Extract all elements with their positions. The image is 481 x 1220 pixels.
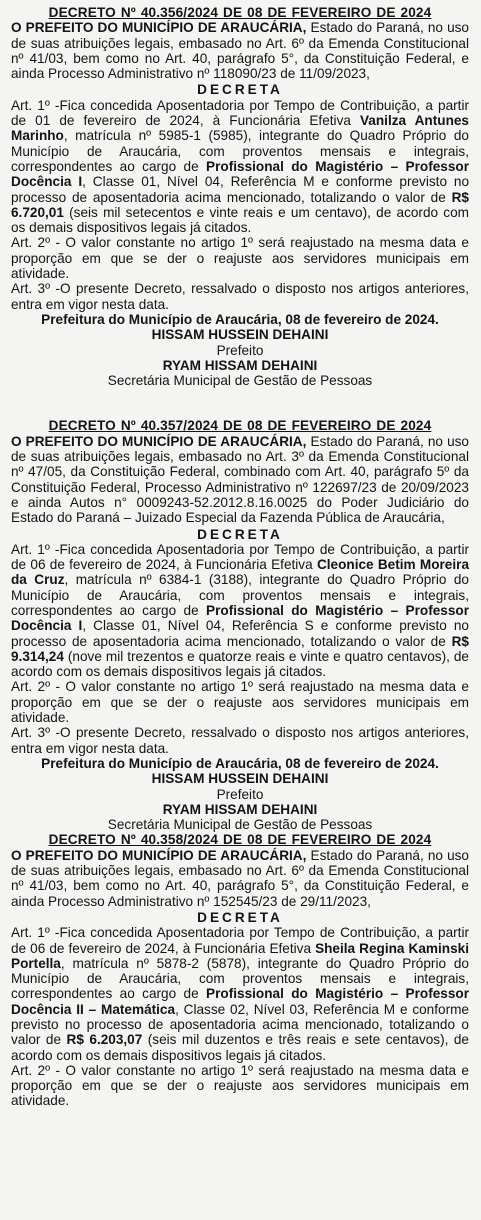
preamble-authority: O PREFEITO DO MUNICÍPIO DE ARAUCÁRIA,	[11, 847, 307, 863]
decree-verb: DECRETA	[197, 909, 283, 925]
signer-role-mayor: Prefeito	[216, 786, 264, 802]
place-and-date: Prefeitura do Município de Araucária, 08 de fevereiro de 2024.	[41, 311, 439, 327]
signer-role-mayor: Prefeito	[216, 342, 264, 358]
decree-verb: DECRETA	[197, 526, 283, 542]
employee-position: Profissional do Magistério – Professor Docência I	[11, 602, 469, 634]
signer-role-secretary: Secretária Municipal de Gestão de Pessoas	[107, 373, 373, 389]
article-1-text: (seis mil duzentos e três reais e sete centavos), de acordo com os demais dispositivos legais já citados.	[11, 1032, 469, 1063]
preamble-text: Estado do Paraná, no uso de suas atribuições legais, embasado no Art. 3º da Emenda Constitucional nº 47/05, da Constituição Federal, combinado com Art. 40, parágrafo 5º da Constituição Federal, Processo Administrativo nº 122697/23 de 20/09/2023 e ainda Autos n° 0009243-52.2012.8.16.0025 do Poder Judiciário do Estado do Paraná – Juizado Especial da Fazenda Pública de Araucária,	[11, 433, 469, 526]
article-1-text: , matrícula nº 5878-2 (5878), integrante do Quadro Próprio do Município de Araucária, com proventos mensais e integrais, correspondentes ao cargo de	[11, 955, 469, 1002]
decree-preamble	[11, 848, 469, 909]
article-1	[11, 925, 469, 1063]
article-2: Art. 2º - O valor constante no artigo 1º será reajustado na mesma data e proporção em que se der o reajuste aos servidores municipais em atividade.	[11, 679, 469, 726]
preamble-text: Estado do Paraná, no uso de suas atribuições legais, embasado no Art. 6º da Emenda Constitucional nº 41/03, bem como no Art. 40, parágrafo 5°, da Constituição Federal, e ainda Processo Administrativo nº 152545/23 de 29/11/2023,	[11, 847, 469, 909]
article-1-text: , Classe 01, Nível 04, Referência M e conforme previsto no processo de aposentadoria acima mencionado, totalizando o valor de	[11, 174, 469, 205]
signer-role-secretary: Secretária Municipal de Gestão de Pessoas	[107, 817, 373, 833]
pension-amount: R$ 9.314,24	[11, 633, 469, 664]
signer-name-secretary: RYAM HISSAM DEHAINI	[162, 801, 318, 817]
decree-preamble	[11, 434, 469, 526]
decree-title: DECRETO Nº 40.357/2024 DE 08 DE FEVEREIRO DE 2024	[48, 418, 432, 434]
article-1-text: , matrícula nº 6384-1 (3188), integrante do Quadro Próprio do Município de Araucária, com proventos mensais e integrais, correspondentes ao cargo de	[11, 572, 469, 618]
article-3: Art. 3º -O presente Decreto, ressalvado o disposto nos artigos anteriores, entra em vigor nesta data.	[11, 725, 469, 756]
article-1	[11, 98, 469, 236]
decree-40356	[11, 5, 469, 388]
employee-name: Sheila Regina Kaminski Portella	[11, 940, 469, 971]
article-2: Art. 2º - O valor constante no artigo 1º será reajustado na mesma data e proporção em que se der o reajuste aos servidores municipais em atividade.	[11, 235, 469, 282]
preamble-authority: O PREFEITO DO MUNICÍPIO DE ARAUCÁRIA,	[11, 433, 307, 449]
article-3: Art. 3º -O presente Decreto, ressalvado o disposto nos artigos anteriores, entra em vigor nesta data.	[11, 281, 469, 312]
article-1	[11, 542, 469, 680]
signer-name-mayor: HISSAM HUSSEIN DEHAINI	[151, 771, 329, 787]
article-1-text: (nove mil trezentos e quatorze reais e vinte e quatro centavos), de acordo com os demais dispositivos legais já citados.	[11, 648, 469, 680]
signer-name-secretary: RYAM HISSAM DEHAINI	[162, 357, 318, 373]
signer-name-mayor: HISSAM HUSSEIN DEHAINI	[151, 327, 329, 343]
decree-preamble	[11, 20, 469, 81]
employee-name: Vanilza Antunes Marinho	[11, 113, 469, 144]
article-1-text: , matrícula nº 5985-1 (5985), integrante do Quadro Próprio do Município de Araucária, com proventos mensais e integrais, correspondentes ao cargo de	[11, 128, 469, 174]
employee-name: Cleonice Betim Moreira da Cruz	[11, 557, 469, 588]
decree-verb: DECRETA	[197, 82, 283, 98]
preamble-authority: O PREFEITO DO MUNICÍPIO DE ARAUCÁRIA,	[11, 20, 307, 36]
decree-title: DECRETO Nº 40.358/2024 DE 08 DE FEVEREIRO DE 2024	[48, 832, 432, 848]
pension-amount: R$ 6.203,07	[66, 1032, 143, 1048]
article-1-text: Art. 1º -Fica concedida Aposentadoria por Tempo de Contribuição, a partir de 01 de fevereiro de 2024, à Funcionária Efetiva	[11, 97, 469, 129]
article-1-text: (seis mil setecentos e vinte reais e um centavo), de acordo com os demais dispositivos legais já citados.	[11, 204, 469, 236]
decree-title: DECRETO Nº 40.356/2024 DE 08 DE FEVEREIRO DE 2024	[48, 5, 432, 20]
pension-amount: R$ 6.720,01	[11, 189, 469, 220]
employee-position: Profissional do Magistério – Professor Docência I	[11, 158, 469, 190]
article-2: Art. 2º - O valor constante no artigo 1º será reajustado na mesma data e proporção em que se der o reajuste aos servidores municipais em atividade.	[11, 1062, 469, 1109]
section-spacer	[11, 388, 469, 418]
employee-position: Profissional do Magistério – Professor Docência II – Matemática	[11, 986, 469, 1017]
decree-40357	[11, 418, 469, 832]
decree-40358	[11, 832, 469, 1108]
preamble-text: Estado do Paraná, no uso de suas atribuições legais, embasado no Art. 6º da Emenda Constitucional nº 41/03, bem como no Art. 40, parágrafo 5°, da Constituição Federal, e ainda Processo Administrativo nº 118090/23 de 11/09/2023,	[11, 20, 469, 82]
document-page	[11, 5, 469, 1109]
article-1-text: Art. 1º -Fica concedida Aposentadoria por Tempo de Contribuição, a partir de 06 de fevereiro de 2024, à Funcionária Efetiva	[11, 541, 469, 573]
article-1-text: , Classe 02, Nível 03, Referência M e conforme previsto no processo de aposentadoria acima mencionado, totalizando o valor de	[11, 1001, 469, 1048]
place-and-date: Prefeitura do Município de Araucária, 08 de fevereiro de 2024.	[41, 755, 439, 771]
article-1-text: Art. 1º -Fica concedida Aposentadoria por Tempo de Contribuição, a partir de 06 de fevereiro de 2024, à Funcionária Efetiva	[11, 925, 469, 956]
article-1-text: , Classe 01, Nível 04, Referência S e conforme previsto no processo de aposentadoria acima mencionado, totalizando o valor de	[11, 618, 469, 649]
